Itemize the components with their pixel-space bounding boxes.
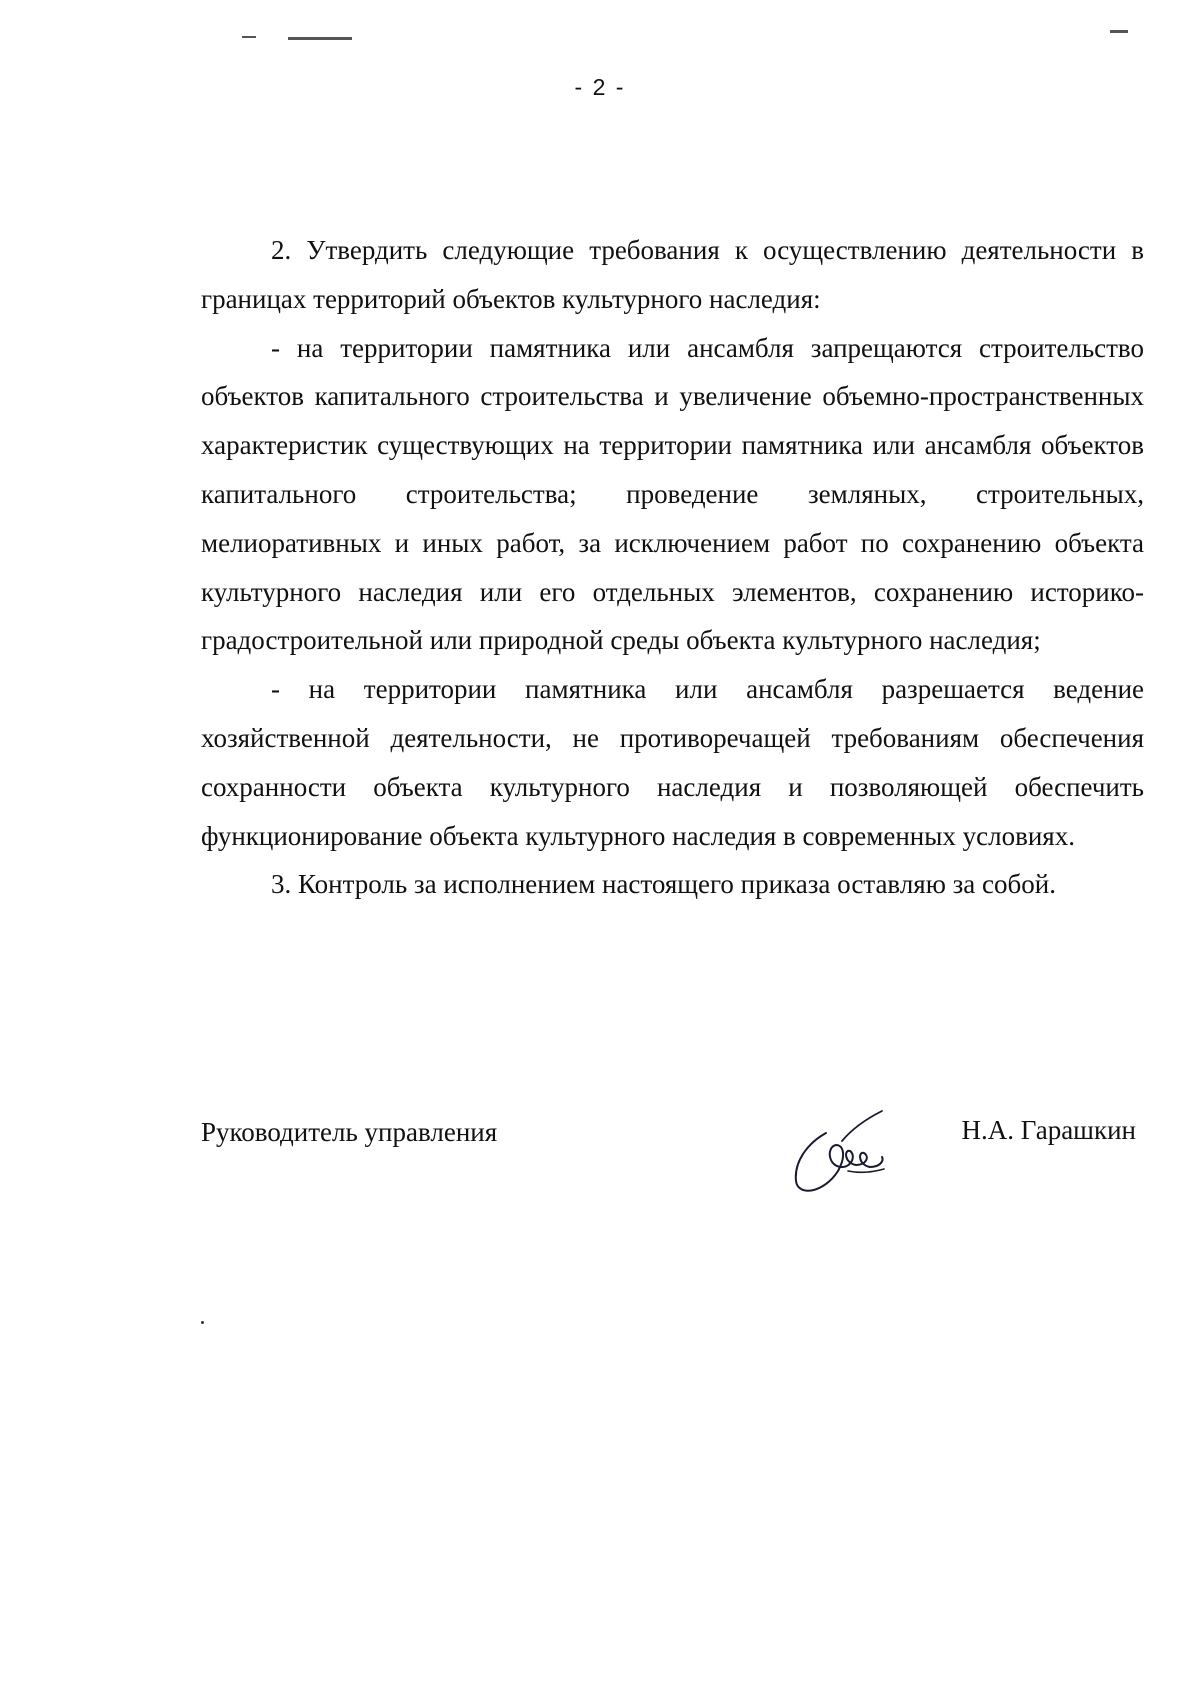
scan-artifact: [1110, 30, 1128, 33]
scan-artifact: [242, 36, 256, 38]
page-number: - 2 -: [574, 74, 626, 100]
scan-artifact: [288, 37, 352, 40]
paragraph-permissions: - на территории памятника или ансамбля разрешается ведение хозяйственной деятельности, не противоречащей требованиям обеспечения сохранности объекта культурного наследия и позволяющей обеспечить функционирование объекта культурного наследия в современных условиях.: [201, 674, 1144, 851]
paragraph-item-2: 2. Утвердить следующие требования к осуществлению деятельности в границах территорий объектов культурного наследия:: [201, 235, 1144, 314]
paragraph-prohibitions: - на территории памятника или ансамбля запрещаются строительство объектов капитального строительства и увеличение объемно-пространственных характеристик существующих на территории памятника или ансамбля объектов капитального строительства; проведение земляных, строительных, мелиоративных и иных работ, за исключением работ по сохранению объекта культурного наследия или его отдельных элементов, сохранению историко-градостроительной или природной среды объекта культурного наследия;: [201, 332, 1144, 656]
document-body: [201, 226, 1144, 909]
paragraph-item-3: 3. Контроль за исполнением настоящего приказа оставляю за собой.: [271, 869, 1056, 900]
scan-dot: [201, 1321, 204, 1324]
signer-name: Н.А. Гарашкин: [961, 1115, 1136, 1145]
signer-title: Руководитель управления: [201, 1117, 498, 1147]
handwritten-signature-icon: [786, 1101, 896, 1201]
